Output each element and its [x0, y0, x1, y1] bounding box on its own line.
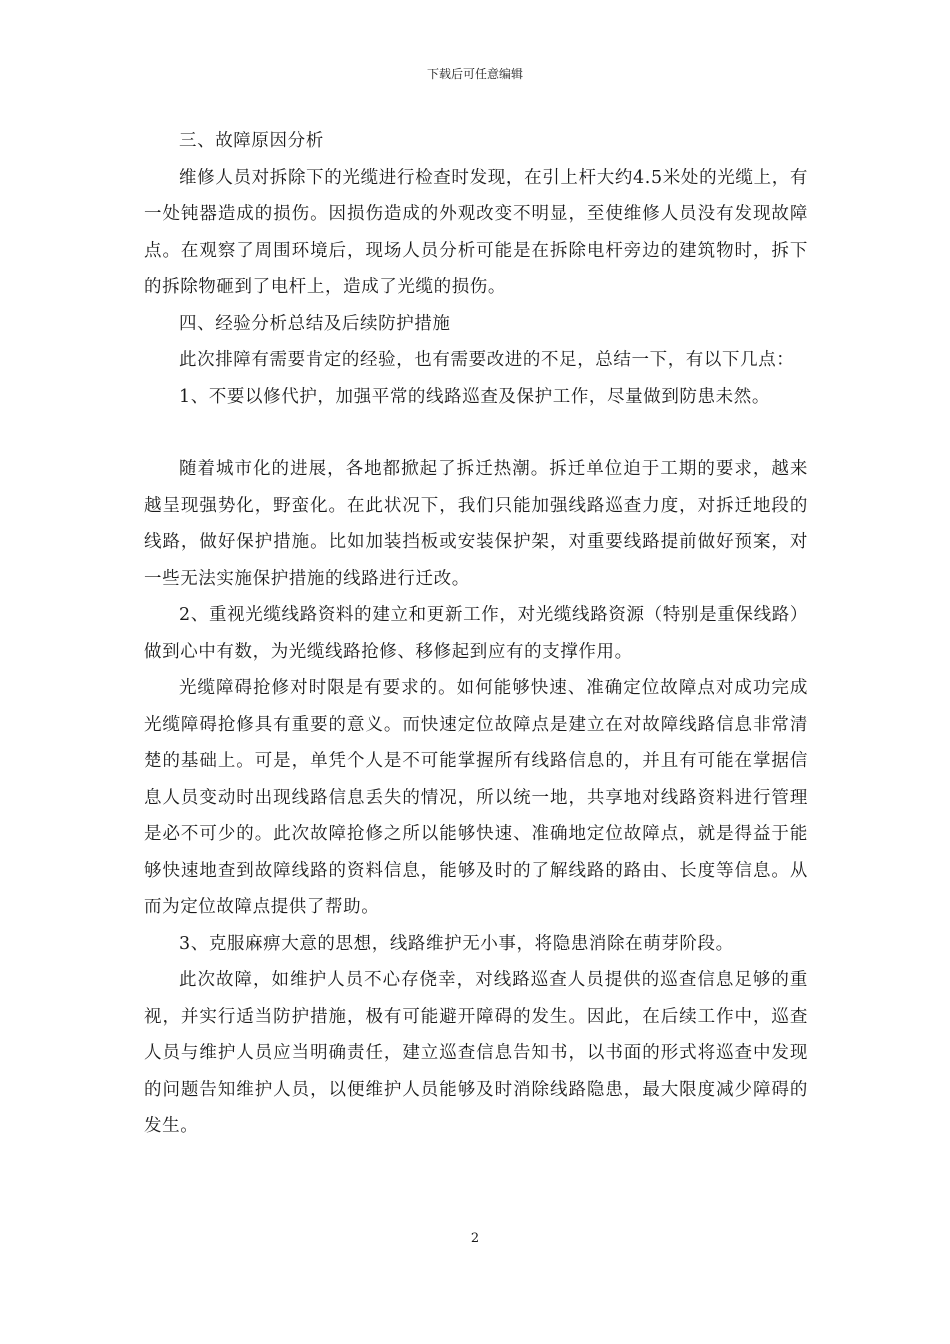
page-header: 下载后可任意编辑	[426, 67, 523, 81]
blank-line	[144, 415, 808, 451]
paragraph-summary-intro: 此次排障有需要肯定的经验，也有需要改进的不足，总结一下，有以下几点：	[179, 350, 795, 370]
page-number: 2	[470, 1231, 480, 1246]
point-2-heading: 2、重视光缆线路资料的建立和更新工作，对光缆线路资源（特别是重保线路）做到心中有数，为光缆线路抢修、移修起到应有的支撑作用。	[144, 605, 808, 662]
point-1-heading: 1、不要以修代护，加强平常的线路巡查及保护工作，尽量做到防患未然。	[179, 386, 770, 407]
paragraph-point-1-detail: 随着城市化的进展，各地都掀起了拆迁热潮。拆迁单位迫于工期的要求，越来越呈现强势化，野蛮化。在此状况下，我们只能加强线路巡查力度，对拆迁地段的线路，做好保护措施。比如加装挡板或安装保护架，对重要线路提前做好预案，对一些无法实施保护措施的线路进行迁改。	[144, 459, 808, 589]
paragraph-point-3-detail: 此次故障，如维护人员不心存侥幸，对线路巡查人员提供的巡查信息足够的重视，并实行适当防护措施，极有可能避开障碍的发生。因此，在后续工作中，巡查人员与维护人员应当明确责任，建立巡查信息告知书，以书面的形式将巡查中发现的问题告知维护人员，以便维护人员能够及时消除线路隐患，最大限度减少障碍的发生。	[144, 970, 808, 1136]
document-body	[144, 123, 808, 1145]
paragraph-cause-detail: 维修人员对拆除下的光缆进行检查时发现，在引上杆大约4.5米处的光缆上，有一处钝器造成的损伤。因损伤造成的外观改变不明显，至使维修人员没有发现故障点。在观察了周围环境后，现场人员分析可能是在拆除电杆旁边的建筑物时，拆下的拆除物砸到了电杆上，造成了光缆的损伤。	[144, 167, 808, 297]
paragraph-point-2-detail: 光缆障碍抢修对时限是有要求的。如何能够快速、准确定位故障点对成功完成光缆障碍抢修具有重要的意义。而快速定位故障点是建立在对故障线路信息非常清楚的基础上。可是，单凭个人是不可能掌握所有线路信息的，并且有可能在掌据信息人员变动时出现线路信息丢失的情况，所以统一地，共享地对线路资料进行管理是必不可少的。此次故障抢修之所以能够快速、准确地定位故障点，就是得益于能够快速地查到故障线路的资料信息，能够及时的了解线路的路由、长度等信息。从而为定位故障点提供了帮助。	[144, 678, 808, 917]
section-heading-cause-analysis: 三、故障原因分析	[179, 131, 324, 151]
point-3-heading: 3、克服麻痹大意的思想，线路维护无小事，将隐患消除在萌芽阶段。	[179, 933, 734, 954]
section-heading-experience-summary: 四、经验分析总结及后续防护措施	[179, 313, 451, 334]
